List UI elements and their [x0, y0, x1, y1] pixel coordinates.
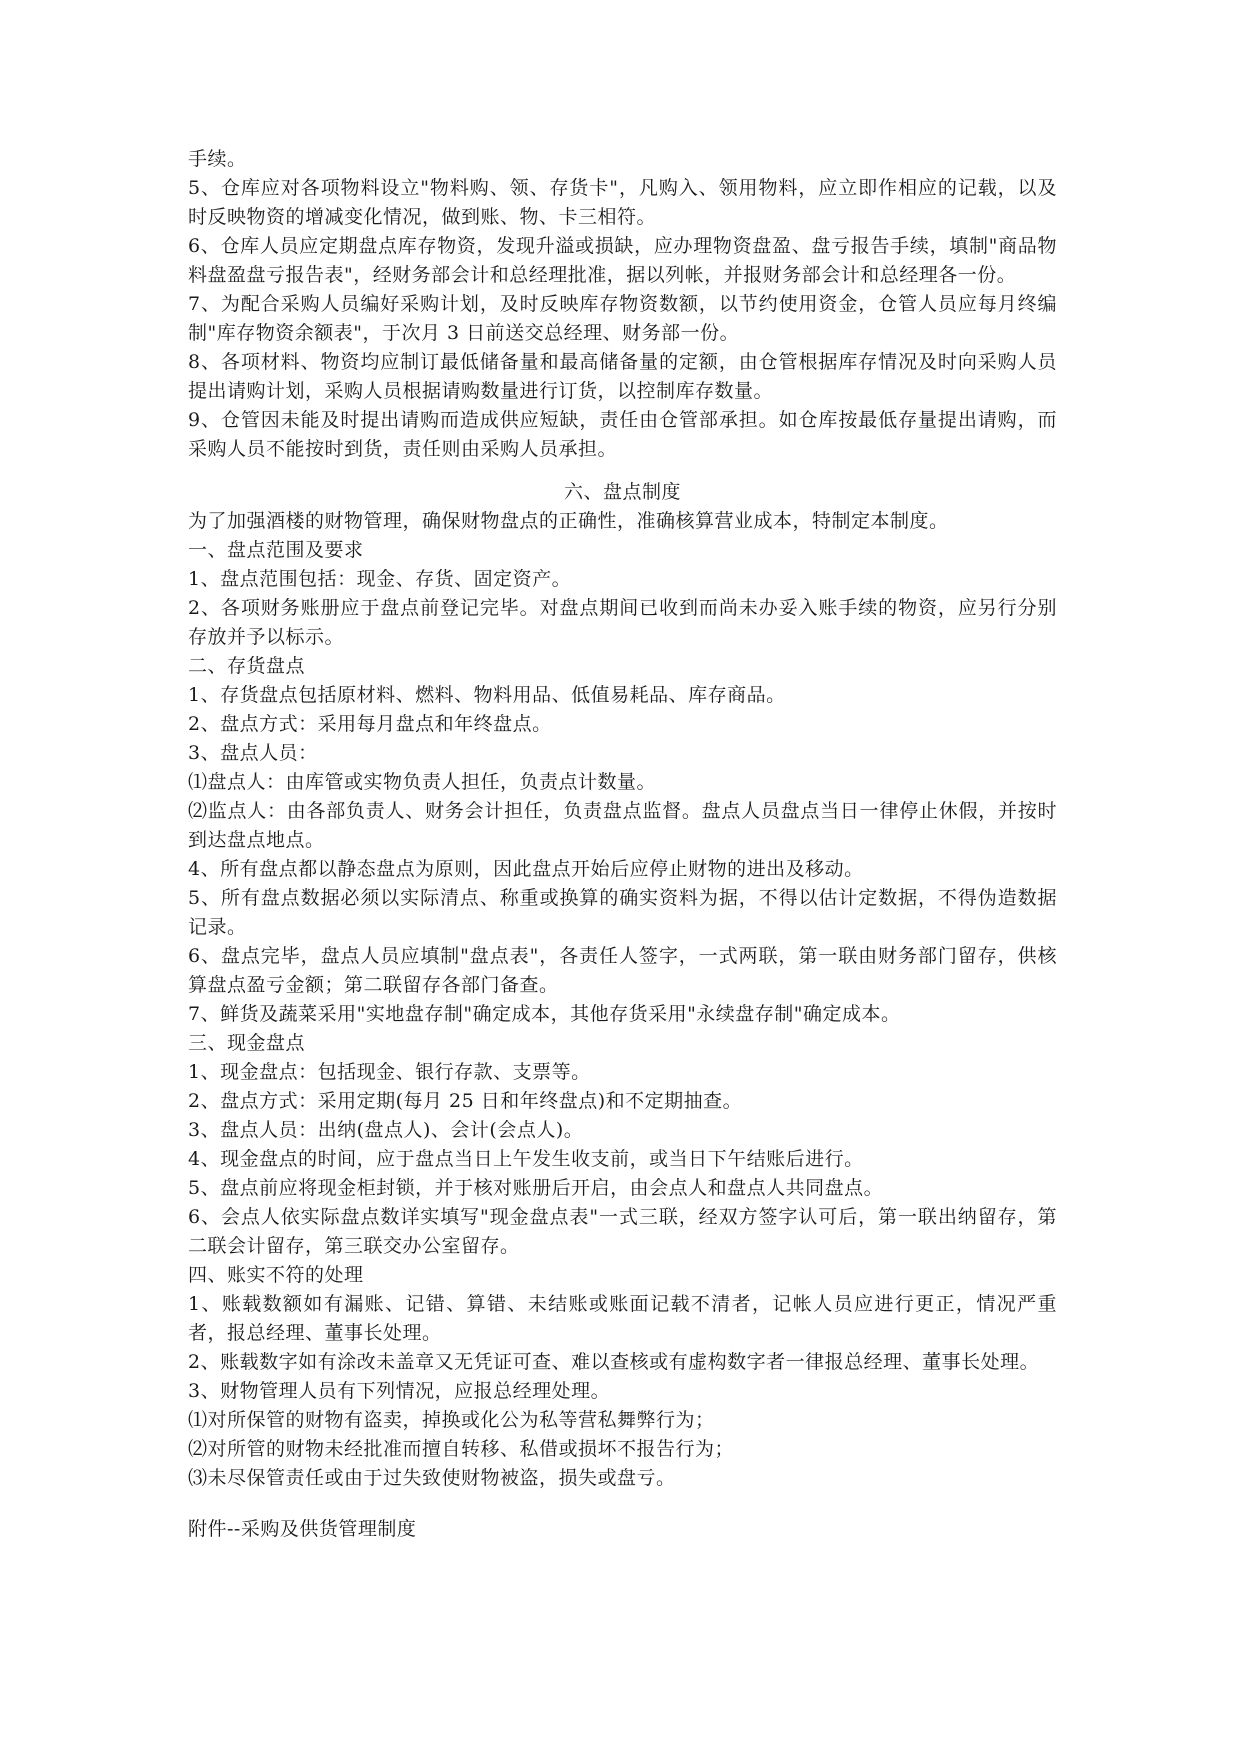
- paragraph: 手续。: [188, 148, 247, 170]
- appendix-label: 附件--采购及供货管理制度: [188, 1518, 417, 1540]
- paragraph: ⑵对所管的财物未经批准而擅自转移、私借或损坏不报告行为；: [188, 1438, 735, 1460]
- paragraph: 6、盘点完毕，盘点人员应填制"盘点表"，各责任人签字，一式两联，第一联由财务部门留存，供核算盘点盈亏金额；第二联留存各部门备查。: [188, 945, 1057, 996]
- paragraph: 3、财物管理人员有下列情况，应报总经理处理。: [188, 1380, 611, 1402]
- paragraph: 1、现金盘点：包括现金、银行存款、支票等。: [188, 1061, 591, 1083]
- paragraph: 5、盘点前应将现金柜封锁，并于核对账册后开启，由会点人和盘点人共同盘点。: [188, 1177, 884, 1199]
- paragraph: 2、账载数字如有涂改未盖章又无凭证可查、难以查核或有虚构数字者一律报总经理、董事长处理。: [188, 1351, 1040, 1373]
- paragraph: 2、盘点方式：采用定期(每月 25 日和年终盘点)和不定期抽查。: [188, 1090, 743, 1112]
- paragraph: ⑶未尽保管责任或由于过失致使财物被盗，损失或盘亏。: [188, 1467, 676, 1489]
- section-title: 六、盘点制度: [563, 481, 681, 503]
- paragraph: ⑵监点人：由各部负责人、财务会计担任，负责盘点监督。盘点人员盘点当日一律停止休假，并按时到达盘点地点。: [188, 800, 1057, 851]
- paragraph: 9、仓管因未能及时提出请购而造成供应短缺，责任由仓管部承担。如仓库按最低存量提出请购，而采购人员不能按时到货，责任则由采购人员承担。: [188, 409, 1057, 460]
- paragraph: 7、鲜货及蔬菜采用"实地盘存制"确定成本，其他存货采用"永续盘存制"确定成本。: [188, 1003, 901, 1025]
- paragraph: 1、账载数额如有漏账、记错、算错、未结账或账面记载不清者，记帐人员应进行更正，情况严重者，报总经理、董事长处理。: [188, 1293, 1057, 1344]
- paragraph: 3、盘点人员：: [188, 742, 318, 764]
- subheading: 三、现金盘点: [188, 1032, 306, 1054]
- paragraph: 5、仓库应对各项物料设立"物料购、领、存货卡"，凡购入、领用物料，应立即作相应的记载，以及时反映物资的增减变化情况，做到账、物、卡三相符。: [188, 177, 1057, 228]
- paragraph: 1、存货盘点包括原材料、燃料、物料用品、低值易耗品、库存商品。: [188, 684, 786, 706]
- paragraph: 7、为配合采购人员编好采购计划，及时反映库存物资数额，以节约使用资金，仓管人员应每月终编制"库存物资余额表"，于次月 3 日前送交总经理、财务部一份。: [188, 293, 1057, 344]
- document-body: [188, 145, 1057, 1544]
- paragraph: 8、各项材料、物资均应制订最低储备量和最高储备量的定额，由仓管根据库存情况及时向采购人员提出请购计划，采购人员根据请购数量进行订货，以控制库存数量。: [188, 351, 1057, 402]
- paragraph: 4、现金盘点的时间，应于盘点当日上午发生收支前，或当日下午结账后进行。: [188, 1148, 864, 1170]
- subheading: 一、盘点范围及要求: [188, 539, 364, 561]
- paragraph: 1、盘点范围包括：现金、存货、固定资产。: [188, 568, 572, 590]
- paragraph: 2、盘点方式：采用每月盘点和年终盘点。: [188, 713, 552, 735]
- paragraph: 6、仓库人员应定期盘点库存物资，发现升溢或损缺，应办理物资盘盈、盘亏报告手续，填制"商品物料盘盈盘亏报告表"，经财务部会计和总经理批准，据以列帐，并报财务部会计和总经理各一份。: [188, 235, 1057, 286]
- spacer: [188, 464, 1057, 478]
- subheading: 四、账实不符的处理: [188, 1264, 364, 1286]
- paragraph: 5、所有盘点数据必须以实际清点、称重或换算的确实资料为据，不得以估计定数据，不得伪造数据记录。: [188, 887, 1057, 938]
- paragraph: 3、盘点人员：出纳(盘点人)、会计(会点人)。: [188, 1119, 584, 1141]
- paragraph: ⑴对所保管的财物有盗卖，掉换或化公为私等营私舞弊行为；: [188, 1409, 715, 1431]
- paragraph: 为了加强酒楼的财物管理，确保财物盘点的正确性，准确核算营业成本，特制定本制度。: [188, 510, 949, 532]
- paragraph: 2、各项财务账册应于盘点前登记完毕。对盘点期间已收到而尚未办妥入账手续的物资，应另行分别存放并予以标示。: [188, 597, 1057, 648]
- paragraph: 4、所有盘点都以静态盘点为原则，因此盘点开始后应停止财物的进出及移动。: [188, 858, 864, 880]
- spacer: [188, 1493, 1057, 1515]
- subheading: 二、存货盘点: [188, 655, 306, 677]
- paragraph: ⑴盘点人：由库管或实物负责人担任，负责点计数量。: [188, 771, 657, 793]
- paragraph: 6、会点人依实际盘点数详实填写"现金盘点表"一式三联，经双方签字认可后，第一联出纳留存，第二联会计留存，第三联交办公室留存。: [188, 1206, 1057, 1257]
